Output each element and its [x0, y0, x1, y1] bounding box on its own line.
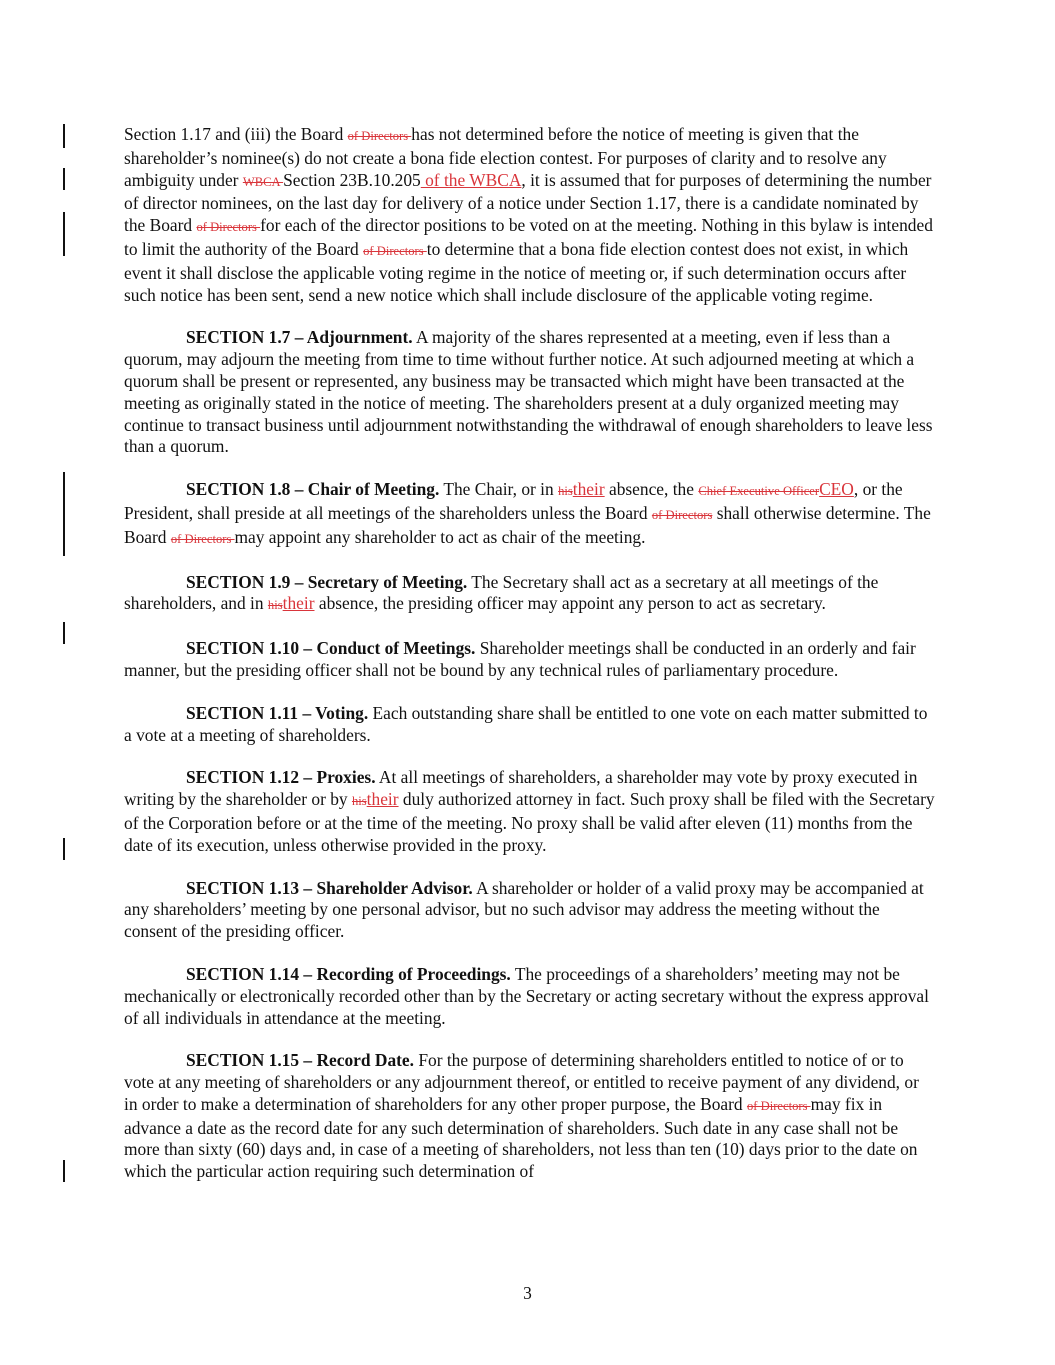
- text: duly authorized attorney in fact. Such proxy shall be filed with the Secretary of the Corporation before or at the time of the meeting. No proxy shall be valid after eleven (11) months from the date of its execution, unless otherwise provided in the proxy.: [124, 789, 935, 855]
- text: For the purpose of determining shareholders entitled to notice of or to vote at any meeting of shareholders or any adjournment thereof, or entitled to receive payment of any dividend, or in order to make a determination of shareholders for any other proper purpose, the Board: [124, 1050, 919, 1114]
- deleted-text: of Directors: [196, 220, 261, 235]
- text: may fix in advance a date as the record date for any such determination of shareholders. Such date in any case shall not be more than sixty (60) days and, in case of a meeting of shareholders, not less than ten (10) days prior to the date on which the particular action requiring such determination of: [124, 1093, 918, 1182]
- text: The Chair, or in: [439, 479, 559, 500]
- inserted-text: their: [366, 789, 399, 810]
- deleted-text: his: [267, 598, 283, 613]
- text: absence, the presiding officer may appoint any person to act as secretary.: [314, 593, 826, 614]
- section-1-15: [124, 1050, 936, 1183]
- document-page: [124, 124, 936, 1204]
- deleted-text: his: [558, 484, 573, 499]
- section-1-12: [124, 767, 936, 856]
- inserted-text: their: [572, 479, 605, 500]
- deleted-text: of Directors: [363, 243, 427, 258]
- inserted-text: of the WBCA: [420, 169, 522, 190]
- text: absence, the: [604, 479, 699, 500]
- section-heading: SECTION 1.7 – Adjournment.: [186, 327, 413, 348]
- section-1-8: [124, 479, 936, 550]
- section-heading: SECTION 1.13 – Shareholder Advisor.: [186, 877, 473, 898]
- section-body: A shareholder or holder of a valid proxy may be accompanied at any shareholders’ meeting by one personal advisor, but no such advisor may address the meeting without the consent of the presiding officer.: [124, 877, 924, 942]
- paragraph-continuation: [124, 124, 936, 306]
- change-bar: [63, 212, 65, 256]
- section-1-13: [124, 878, 936, 943]
- section-heading: SECTION 1.14 – Recording of Proceedings.: [186, 963, 511, 984]
- text: shall otherwise determine. The Board: [124, 502, 931, 547]
- text: Section 1.17 and (iii) the Board: [124, 124, 348, 144]
- text: , or the President, shall preside at all meetings of the shareholders unless the Board: [124, 479, 903, 523]
- deleted-text: of Directors: [651, 507, 713, 522]
- section-body: Shareholder meetings shall be conducted in an orderly and fair manner, but the presiding officer shall not be bound by any technical rules of parliamentary procedure.: [124, 638, 916, 680]
- text: may appoint any shareholder to act as chair of the meeting.: [234, 526, 646, 547]
- text: The Secretary shall act as a secretary at all meetings of the shareholders, and in: [124, 571, 879, 614]
- text: to determine that a bona fide election contest does not exist, in which event it shall disclose the applicable voting regime in the notice of meeting or, if such determination occurs after such notice has been sent, send a new notice which shall include disclosure of the applicable voting regime.: [124, 238, 909, 305]
- inserted-text: their: [282, 593, 315, 614]
- section-1-7: [124, 327, 936, 458]
- section-heading: SECTION 1.10 – Conduct of Meetings.: [186, 638, 476, 659]
- section-1-11: [124, 703, 936, 747]
- deleted-text: of Directors: [746, 1098, 811, 1113]
- text: At all meetings of shareholders, a shareholder may vote by proxy executed in writing by the shareholder or by: [124, 767, 918, 810]
- change-bar: [63, 838, 65, 860]
- section-heading: SECTION 1.11 – Voting.: [186, 702, 369, 723]
- deleted-text: his: [351, 794, 367, 809]
- section-1-10: [124, 638, 936, 682]
- text: for each of the director positions to be voted on at the meeting. Nothing in this bylaw is intended to limit the authority of the Board: [124, 215, 933, 259]
- deleted-text: WBCA: [242, 174, 284, 189]
- section-heading: SECTION 1.12 – Proxies.: [186, 767, 376, 788]
- inserted-text: CEO: [819, 479, 854, 500]
- change-bar: [63, 124, 65, 148]
- deleted-text: of Directors: [170, 531, 235, 546]
- section-heading: SECTION 1.15 – Record Date.: [186, 1050, 414, 1071]
- section-heading: SECTION 1.9 – Secretary of Meeting.: [186, 571, 468, 592]
- section-heading: SECTION 1.8 – Chair of Meeting.: [186, 479, 440, 500]
- change-bar: [63, 168, 65, 190]
- deleted-text: of Directors: [347, 129, 412, 143]
- change-bar: [63, 1160, 65, 1182]
- section-1-9: [124, 572, 936, 618]
- text: Section 23B.10.205: [283, 169, 421, 190]
- page-number: 3: [523, 1283, 532, 1303]
- section-1-14: [124, 964, 936, 1029]
- change-bar: [63, 622, 65, 644]
- section-body: A majority of the shares represented at a meeting, even if less than a quorum, may adjourn the meeting from time to time without further notice. At such adjourned meeting at which a quorum shall be present or represented, any business may be transacted which might have been transacted at the meeting as originally stated in the notice of meeting. The shareholders present at a duly organized meeting may continue to transact business until adjournment notwithstanding the withdrawal of enough shareholders to leave less than a quorum.: [124, 327, 933, 457]
- change-bar: [63, 472, 65, 556]
- text: has not determined before the notice of meeting is given that the shareholder’s nominee(s) do not create a bona fide election contest. For purposes of clarity and to resolve any ambiguity under: [124, 124, 887, 190]
- deleted-text: Chief Executive Officer: [698, 484, 820, 499]
- section-body: Each outstanding share shall be entitled to one vote on each matter submitted to a vote at a meeting of shareholders.: [124, 702, 928, 745]
- text: , it is assumed that for purposes of determining the number of director nominees, on the last day for delivery of a notice under Section 1.17, there is a candidate nominated by the Board: [124, 169, 932, 236]
- section-body: The proceedings of a shareholders’ meeting may not be mechanically or electronically recorded other than by the Secretary or acting secretary without the express approval of all individuals in attendance at the meeting.: [124, 963, 929, 1028]
